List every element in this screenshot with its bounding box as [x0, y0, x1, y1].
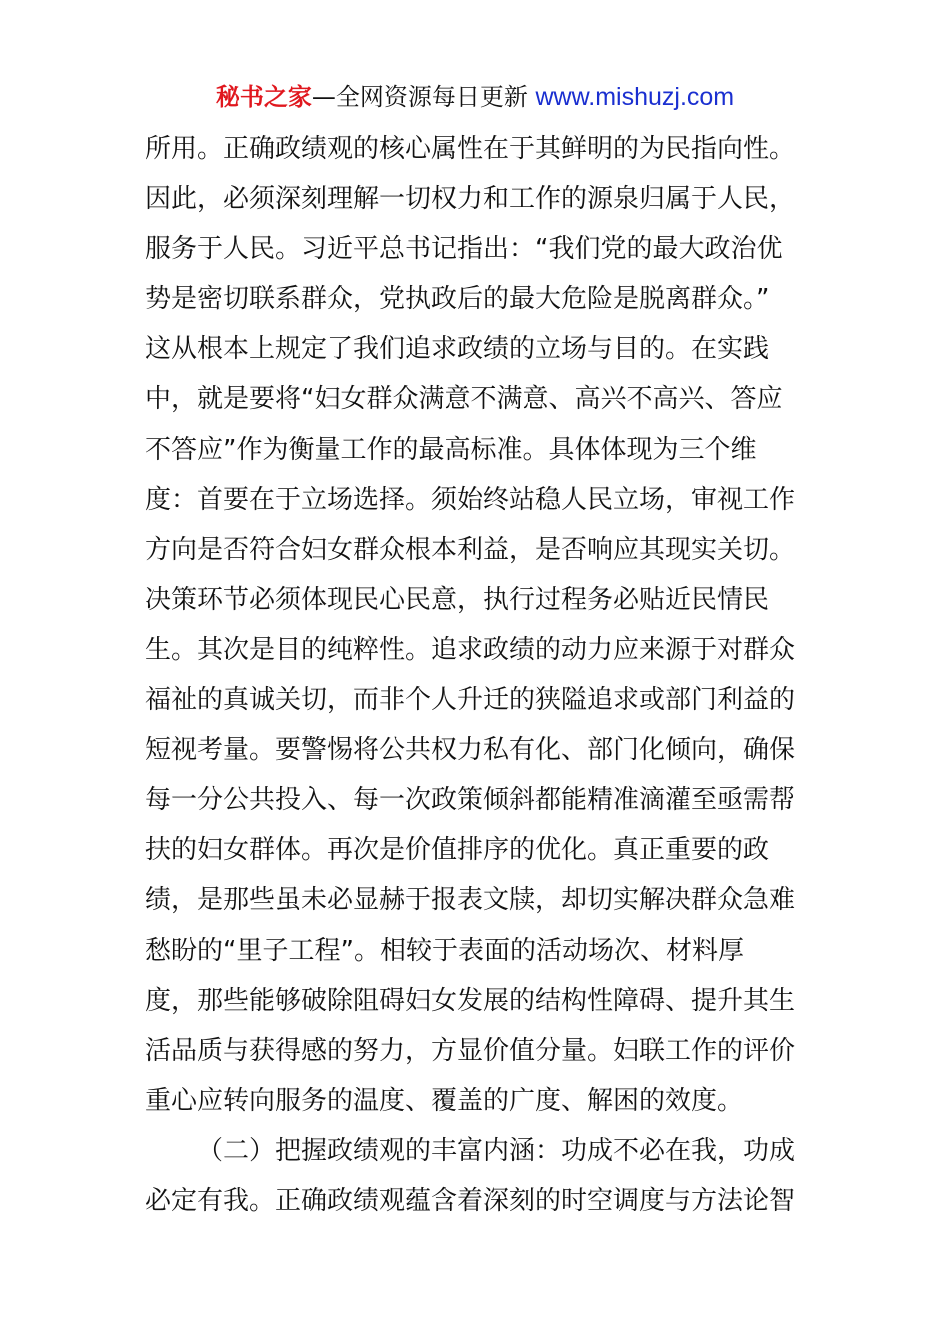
text-line: 服务于人民。习近平总书记指出：“我们党的最大政治优	[145, 234, 783, 265]
text-line: 中，就是要将“妇女群众满意不满意、高兴不高兴、答应	[145, 384, 783, 415]
text-line: 每一分公共投入、每一次政策倾斜都能精准滴灌至亟需帮	[145, 785, 796, 816]
text-line: 方向是否符合妇女群众根本利益，是否响应其现实关切。	[145, 534, 796, 565]
text-line: 度，那些能够破除阻碍妇女发展的结构性障碍、提升其生	[145, 985, 796, 1016]
text-line: 度：首要在于立场选择。须始终站稳人民立场，审视工作	[145, 484, 796, 515]
site-url-link[interactable]: www.mishuzj.com	[535, 83, 735, 111]
text-line: 因此，必须深刻理解一切权力和工作的源泉归属于人民，	[145, 184, 796, 215]
text-line: 短视考量。要警惕将公共权力私有化、部门化倾向，确保	[145, 735, 796, 766]
text-line: 福祉的真诚关切，而非个人升迁的狭隘追求或部门利益的	[145, 685, 796, 716]
text-line: 活品质与获得感的努力，方显价值分量。妇联工作的评价	[145, 1035, 796, 1066]
text-line: 所用。正确政绩观的核心属性在于其鲜明的为民指向性。	[145, 134, 796, 164]
document-body	[145, 124, 815, 1226]
text-line: 愁盼的“里子工程”。相较于表面的活动场次、材料厚	[145, 935, 744, 966]
text-line: 决策环节必须体现民心民意，执行过程务必贴近民情民	[145, 584, 770, 615]
header-tagline: —全网资源每日更新	[311, 83, 528, 111]
text-line: 绩，是那些虽未必显赫于报表文牍，却切实解决群众急难	[145, 885, 796, 916]
text-line: 势是密切联系群众，党执政后的最大危险是脱离群众。”	[145, 284, 770, 315]
brand-name: 秘书之家	[215, 83, 312, 111]
page-header	[0, 82, 950, 112]
text-line: 重心应转向服务的温度、覆盖的广度、解困的效度。	[145, 1085, 744, 1116]
section-heading-line: （二）把握政绩观的丰富内涵：功成不必在我，功成	[197, 1135, 796, 1166]
text-line: 生。其次是目的纯粹性。追求政绩的动力应来源于对群众	[145, 634, 796, 665]
text-line: 扶的妇女群体。再次是价值排序的优化。真正重要的政	[145, 835, 770, 866]
text-line: 不答应”作为衡量工作的最高标准。具体体现为三个维	[145, 434, 757, 465]
text-line: 必定有我。正确政绩观蕴含着深刻的时空调度与方法论智	[145, 1185, 796, 1216]
text-line: 这从根本上规定了我们追求政绩的立场与目的。在实践	[145, 334, 770, 365]
